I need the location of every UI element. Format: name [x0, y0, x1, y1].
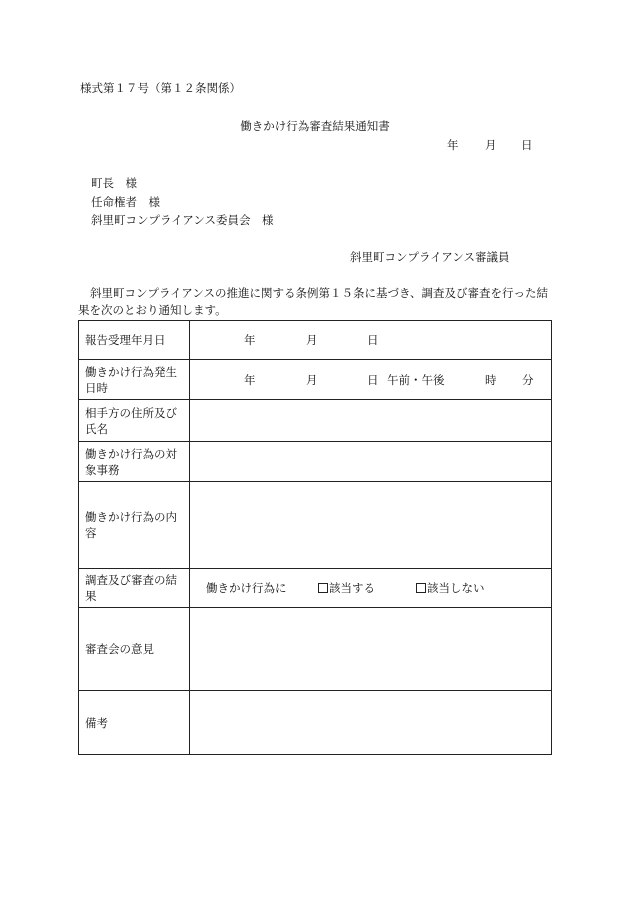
option-applicable[interactable]	[318, 580, 416, 596]
occurrence-hour: 時	[485, 372, 497, 387]
row-label-result: 調査及び審査の結果	[79, 569, 190, 608]
report-year: 年	[244, 333, 256, 347]
checkbox-not-applicable[interactable]	[416, 583, 426, 593]
content-field[interactable]	[190, 482, 552, 569]
report-date-field[interactable]	[190, 321, 552, 360]
report-day: 日	[367, 333, 379, 347]
date-year: 年	[447, 138, 459, 152]
option-not-applicable-label: 該当しない	[427, 581, 485, 595]
row-label-occurrence-datetime: 働きかけ行為発生日時	[79, 360, 190, 400]
council-opinion-field[interactable]	[190, 608, 552, 691]
occurrence-datetime-field[interactable]	[190, 360, 552, 400]
row-label-report-date: 報告受理年月日	[79, 321, 190, 360]
row-label-remarks: 備考	[79, 691, 190, 755]
table-row	[79, 569, 552, 608]
row-label-content: 働きかけ行為の内容	[79, 482, 190, 569]
option-not-applicable[interactable]	[416, 580, 485, 596]
row-label-target-affairs: 働きかけ行為の対象事務	[79, 442, 190, 482]
row-label-counterparty: 相手方の住所及び氏名	[79, 400, 190, 442]
result-table	[78, 320, 552, 755]
table-row	[79, 360, 552, 400]
remarks-field[interactable]	[190, 691, 552, 755]
row-label-council-opinion: 審査会の意見	[79, 608, 190, 691]
counterparty-field[interactable]	[190, 400, 552, 442]
option-applicable-label: 該当する	[329, 581, 375, 595]
table-row	[79, 691, 552, 755]
occurrence-ampm: 午前・午後	[387, 372, 445, 387]
body-text: 斜里町コンプライアンスの推進に関する条例第１５条に基づき、調査及び審査を行った結果を次のとおり通知します。	[78, 286, 549, 317]
table-row	[79, 608, 552, 691]
occurrence-month: 月	[306, 372, 318, 387]
occurrence-minute: 分	[522, 372, 534, 387]
table-row	[79, 400, 552, 442]
date-day: 日	[521, 138, 533, 152]
addressee-mayor: 町長 様	[91, 176, 137, 190]
issue-date	[447, 137, 533, 153]
checkbox-applicable[interactable]	[318, 583, 328, 593]
occurrence-year: 年	[244, 372, 256, 387]
result-prefix: 働きかけ行為に	[206, 581, 287, 595]
report-month: 月	[306, 333, 318, 347]
result-field	[190, 569, 552, 608]
form-number: 様式第１７号（第１２条関係）	[80, 81, 241, 95]
table-row	[79, 482, 552, 569]
target-affairs-field[interactable]	[190, 442, 552, 482]
occurrence-day: 日	[367, 372, 379, 387]
sender: 斜里町コンプライアンス審議員	[350, 250, 510, 264]
table-row	[79, 321, 552, 360]
addressee-compliance-committee: 斜里町コンプライアンス委員会 様	[91, 213, 274, 227]
document-title: 働きかけ行為審査結果通知書	[240, 119, 390, 133]
addressee-appointing-authority: 任命権者 様	[91, 195, 160, 209]
date-month: 月	[485, 138, 497, 152]
table-row	[79, 442, 552, 482]
